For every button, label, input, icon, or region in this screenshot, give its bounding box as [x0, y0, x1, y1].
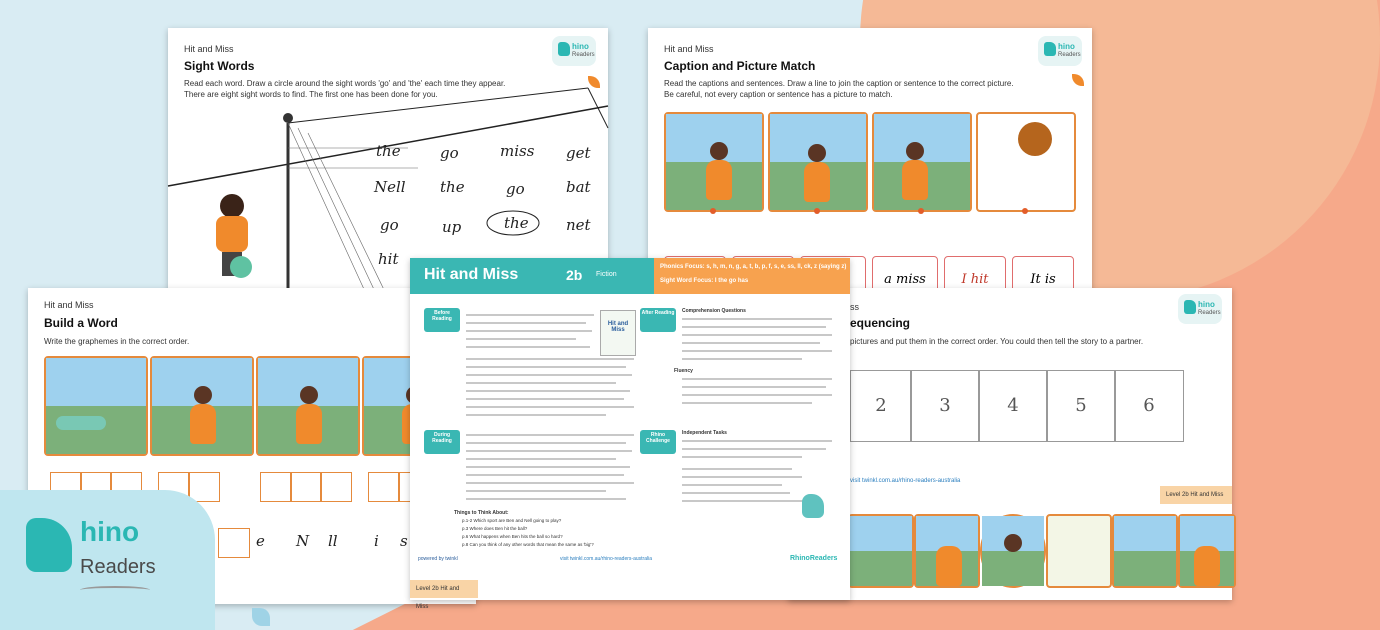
tag-before-reading: Before Reading: [424, 308, 460, 332]
rhino-head-icon: [26, 518, 72, 572]
sequencing-sheet: [788, 288, 1232, 600]
text-line: [466, 414, 606, 416]
guide-title: Hit and Miss: [424, 266, 519, 283]
text-line: [466, 482, 634, 484]
text-line: [682, 456, 802, 458]
text-line: [682, 334, 832, 336]
sheet-series: ss: [850, 302, 859, 312]
grapheme-box[interactable]: [260, 472, 292, 502]
word-3: miss: [500, 142, 535, 160]
text-line: [466, 466, 630, 468]
rhino-icon: [1044, 42, 1056, 56]
picture-dot: [918, 208, 924, 214]
text-line: [466, 474, 624, 476]
sequence-box[interactable]: 3: [910, 370, 980, 442]
text-line: [682, 358, 802, 360]
text-line: [466, 498, 626, 500]
word-6: the: [440, 178, 465, 196]
text-line: [466, 338, 576, 340]
rhino-readers-brand: [0, 490, 215, 630]
logo-text-top: hino: [572, 42, 589, 51]
text-line: [466, 490, 606, 492]
text-line: [466, 458, 616, 460]
rhino-mascot-icon: [802, 494, 824, 518]
text-line: [466, 450, 632, 452]
text-line: [682, 484, 782, 486]
picture-3: [872, 112, 972, 212]
tag-after-reading: After Reading: [640, 308, 676, 332]
text-line: [466, 314, 594, 316]
sheet-title: Build a Word: [44, 316, 118, 330]
sequence-box[interactable]: 6: [1114, 370, 1184, 442]
girl-with-paddle: [208, 194, 258, 294]
instruction-line-2: There are eight sight words to find. The first one has been done for you.: [184, 90, 438, 99]
sheet-series: Hit and Miss: [44, 300, 94, 310]
picture-dot: [710, 208, 716, 214]
grapheme: ll: [328, 532, 338, 550]
picture-dot: [814, 208, 820, 214]
rhino-readers-logo: [1178, 294, 1222, 324]
logo-text-bottom: Readers: [572, 52, 595, 58]
book-icon: [80, 586, 150, 594]
picture-2: [768, 112, 868, 212]
caption-card: a miss: [872, 256, 938, 298]
sheet-series: Hit and Miss: [184, 44, 234, 54]
text-line: [682, 402, 812, 404]
book-cover-title: Hit and Miss: [607, 321, 629, 333]
teaching-guide-sheet: [410, 258, 850, 610]
sequence-box[interactable]: 2: [850, 370, 912, 442]
text-line: [682, 378, 832, 380]
tag-during-reading: During Reading: [424, 430, 460, 454]
sequencing-link[interactable]: visit twinkl.com.au/rhino-readers-australia: [850, 478, 961, 484]
caption-card: I hit: [944, 256, 1006, 298]
text-line: [682, 394, 832, 396]
grapheme: s: [400, 532, 408, 550]
grapheme: i: [374, 532, 379, 550]
grapheme-box[interactable]: [320, 472, 352, 502]
sheet-instructions: [664, 78, 1044, 100]
caption-card: It is: [1012, 256, 1074, 298]
sight-word-focus: Sight Word Focus: I the go has: [660, 278, 749, 284]
phonics-focus: Phonics Focus: s, h, m, n, g, a, t, b, p, f, s, e, ss, ll, ck, z (saying z): [660, 264, 847, 270]
tag-rhino-challenge: Rhino Challenge: [640, 430, 676, 454]
text-line: [466, 374, 632, 376]
focus-panel: [654, 258, 850, 294]
text-line: [682, 386, 826, 388]
guide-footer: Level 2b Hit and Miss: [410, 580, 478, 598]
text-line: [682, 448, 826, 450]
brand-readers: Readers: [80, 556, 156, 578]
instruction-line-1: Read the captions and sentences. Draw a line to join the caption or sentence to the correct picture.: [664, 79, 1014, 88]
picture-3: [256, 356, 360, 456]
fluency-heading: Fluency: [674, 368, 693, 374]
logo-text-bottom: Readers: [1198, 310, 1221, 316]
word-12: net: [566, 216, 591, 234]
text-line: [682, 500, 812, 502]
cut-picture: [1112, 514, 1178, 588]
picture-1: [664, 112, 764, 212]
things-item: p.1-2 Which sport are Ben and Nell going to play?: [462, 518, 562, 523]
text-line: [682, 476, 802, 478]
guide-brand: RhinoReaders: [790, 555, 838, 562]
text-line: [682, 342, 820, 344]
word-2: go: [440, 144, 459, 162]
grapheme-box[interactable]: [218, 528, 250, 558]
picture-dot: [1022, 208, 1028, 214]
rhino-icon: [1184, 300, 1196, 314]
logo-text-top: hino: [1198, 300, 1215, 309]
sheet-title: Sight Words: [184, 59, 255, 73]
cut-picture: [914, 514, 980, 588]
text-line: [466, 382, 616, 384]
things-item: p.3 Where does Ben hit the ball?: [462, 526, 528, 531]
things-item: p.6 What happens when Ben hits the ball so hard?: [462, 534, 563, 539]
word-11: the: [504, 214, 529, 232]
logo-text-top: hino: [1058, 42, 1075, 51]
text-line: [466, 346, 590, 348]
powered-by: powered by twinkl: [418, 556, 458, 562]
cut-picture: [980, 514, 1046, 588]
sequencing-footer: Level 2b Hit and Miss: [1160, 486, 1232, 504]
cut-picture: [1046, 514, 1112, 588]
decorative-leaf-icon: [252, 608, 270, 626]
word-7: go: [506, 180, 525, 198]
text-line: [466, 434, 634, 436]
comprehension-heading: Comprehension Questions: [682, 308, 746, 314]
grapheme-box[interactable]: [290, 472, 322, 502]
guide-link[interactable]: visit twinkl.com.au/rhino-readers-australia: [560, 556, 652, 562]
guide-level: 2b: [566, 267, 583, 283]
instruction-line-2: Be careful, not every caption or sentence has a picture to match.: [664, 90, 893, 99]
word-10: up: [442, 218, 462, 236]
picture-4: [976, 112, 1076, 212]
logo-text-bottom: Readers: [1058, 52, 1081, 58]
sheet-series: Hit and Miss: [664, 44, 714, 54]
word-4: get: [566, 144, 591, 162]
text-line: [466, 322, 586, 324]
text-line: [682, 326, 826, 328]
instruction-line-1: Read each word. Draw a circle around the sight words 'go' and 'the' each time they appear.: [184, 79, 506, 88]
word-1: the: [376, 142, 401, 160]
text-line: [682, 492, 790, 494]
text-line: [682, 440, 832, 442]
picture-paddle: [44, 356, 148, 456]
text-line: [682, 318, 832, 320]
things-item: p.8 Can you think of any other words that mean the same as 'big'?: [462, 542, 594, 547]
word-8: bat: [566, 178, 591, 196]
text-line: [466, 442, 626, 444]
word-13: hit: [378, 250, 399, 268]
sheet-instructions: pictures and put them in the correct order. You could then tell the story to a partner.: [850, 337, 1144, 346]
text-line: [466, 366, 626, 368]
text-line: [466, 406, 634, 408]
leaf-icon: [1072, 74, 1084, 86]
brand-hino: hino: [80, 516, 140, 547]
sequence-box[interactable]: 5: [1046, 370, 1116, 442]
things-heading: Things to Think About:: [454, 510, 509, 516]
text-line: [466, 330, 592, 332]
sheet-title: Caption and Picture Match: [664, 59, 816, 73]
grapheme: N: [296, 532, 310, 550]
independent-heading: Independent Tasks: [682, 430, 727, 436]
text-line: [682, 350, 832, 352]
grapheme: e: [256, 532, 265, 550]
guide-genre: Fiction: [596, 271, 617, 278]
text-line: [682, 468, 792, 470]
rhino-readers-logo: [1038, 36, 1082, 66]
text-line: [466, 398, 624, 400]
text-line: [466, 358, 634, 360]
word-5: Nell: [374, 178, 406, 196]
grapheme-box[interactable]: [368, 472, 400, 502]
picture-2: [150, 356, 254, 456]
word-9: go: [380, 216, 399, 234]
cut-picture: [1178, 514, 1236, 588]
book-cover: [600, 310, 636, 356]
text-line: [466, 390, 630, 392]
sheet-instructions: Write the graphemes in the correct order.: [44, 337, 190, 346]
cut-picture: [848, 514, 914, 588]
sequence-box[interactable]: 4: [978, 370, 1048, 442]
sheet-title: equencing: [850, 316, 911, 330]
